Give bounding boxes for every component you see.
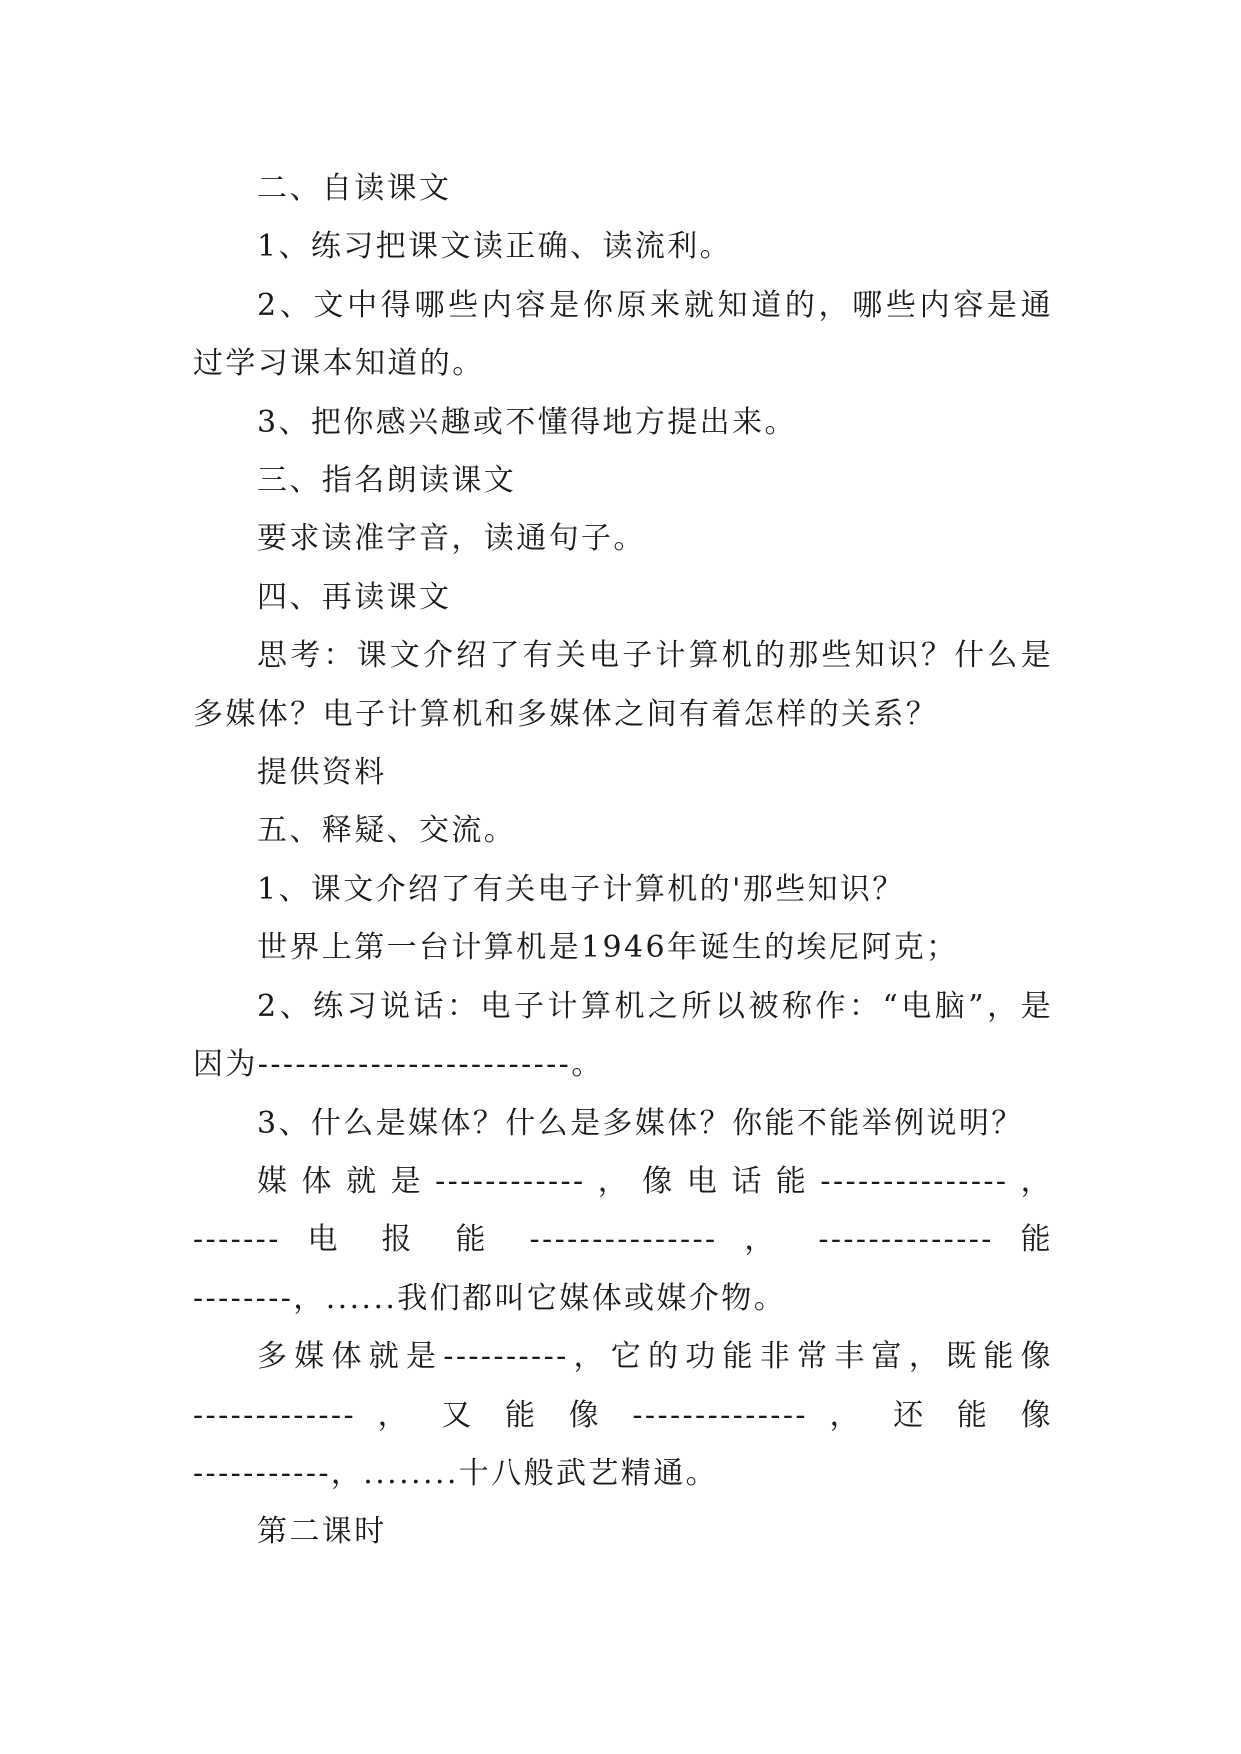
paragraph-line: 过学习课本知道的。: [193, 346, 485, 382]
section-heading-discussion: 五、释疑、交流。: [257, 813, 517, 849]
paragraph-line: 3、什么是媒体？什么是多媒体？你能不能举例说明？: [257, 1105, 1024, 1141]
paragraph-line: -----------，........十八般武艺精通。: [193, 1455, 718, 1491]
paragraph-line: 要求读准字音，读通句子。: [257, 521, 646, 557]
paragraph-line: 世界上第一台计算机是1946年诞生的埃尼阿克；: [257, 930, 959, 966]
paragraph-line: 2、练习说话：电子计算机之所以被称作：“电脑”，是: [257, 988, 1053, 1024]
paragraph-line: 因为-------------------------。: [193, 1047, 604, 1083]
paragraph-line: 1、课文介绍了有关电子计算机的'那些知识？: [257, 871, 905, 907]
paragraph-line: 3、把你感兴趣或不懂得地方提出来。: [257, 404, 797, 440]
paragraph-line: 2、文中得哪些内容是你原来就知道的，哪些内容是通: [257, 287, 1053, 323]
paragraph-line: 媒体就是------------，像电话能---------------，: [257, 1163, 1053, 1199]
section-heading-reread: 四、再读课文: [257, 579, 452, 615]
paragraph-line: 多媒体就是----------，它的功能非常丰富，既能像: [257, 1339, 1053, 1375]
paragraph-line: 思考：课文介绍了有关电子计算机的那些知识？什么是: [257, 638, 1053, 674]
section-heading-second-lesson: 第二课时: [257, 1514, 387, 1550]
paragraph-line: --------，......我们都叫它媒体或媒介物。: [193, 1280, 787, 1316]
paragraph-line: 1、练习把课文读正确、读流利。: [257, 229, 733, 265]
paragraph-line: 多媒体？电子计算机和多媒体之间有着怎样的关系？: [193, 696, 939, 732]
section-heading-read-aloud: 三、指名朗读课文: [257, 463, 517, 499]
paragraph-line: ------------- ， 又 能 像 -------------- ， 还 能 像: [193, 1397, 1053, 1433]
document-body: [193, 160, 1053, 1562]
paragraph-line: ------- 电 报 能 --------------- ， -------------- 能: [193, 1222, 1053, 1258]
paragraph-line: 提供资料: [257, 755, 387, 791]
section-heading-self-reading: 二、自读课文: [257, 171, 452, 206]
